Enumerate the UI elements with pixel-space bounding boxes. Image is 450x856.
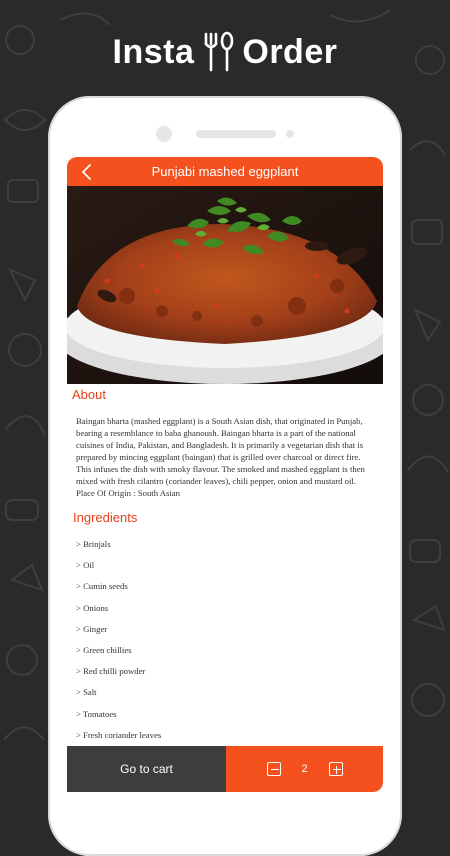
about-description: Baingan bharta (mashed eggplant) is a South Asian dish, that originated in Punjab, bearing a resemblance to baba ghanoush. Baingan bharta is a part of the national cuisines of India, Pakistan, and Bangladesh. It is primarily a vegetarian dish that is prepared by mincing eggplant (baingan) that is grilled over charcoal or direct fire. This infuses the dish with smoky flavour. The smoked and mashed eggplant is then mixed with fresh cilantro (coriander leaves), chili pepper, onion and mustard oil. Place Of Origin : South Asian	[76, 416, 365, 498]
brand-name-left: Insta	[112, 32, 195, 71]
quantity-value: 2	[301, 763, 308, 775]
phone-sensor	[286, 130, 294, 138]
page-title: Punjabi mashed eggplant	[151, 164, 299, 179]
minus-icon	[271, 769, 279, 770]
ingredient-item: > Cumin seeds	[76, 581, 128, 592]
ingredient-item: > Red chilli powder	[76, 666, 146, 677]
chevron-left-icon[interactable]	[77, 162, 97, 182]
cart-bar	[67, 746, 383, 792]
dish-photo	[67, 186, 383, 384]
quantity-stepper	[226, 746, 383, 792]
ingredient-item: > Onions	[76, 602, 109, 613]
about-heading: About	[72, 387, 106, 402]
increase-quantity-button[interactable]	[329, 762, 343, 776]
phone-speaker	[196, 130, 276, 138]
brand-name-right: Order	[242, 32, 338, 71]
ingredient-item: > Brinjals	[76, 539, 111, 549]
ingredient-item: > Oil	[76, 560, 95, 571]
ingredients-heading: Ingredients	[73, 510, 138, 525]
plus-icon-vertical	[336, 766, 337, 774]
decrease-quantity-button[interactable]	[267, 762, 281, 776]
ingredient-item: > Fresh coriander leaves	[76, 729, 162, 740]
go-to-cart-button[interactable]: Go to cart	[67, 746, 226, 792]
fork-spoon-icon	[198, 30, 238, 74]
ingredient-item: > Salt	[76, 687, 97, 698]
phone-camera	[156, 126, 172, 142]
ingredient-item: > Tomatoes	[76, 708, 117, 719]
brand-logo	[0, 30, 450, 74]
app-screen	[67, 157, 383, 800]
ingredient-item: > Ginger	[76, 623, 108, 634]
ingredients-list	[76, 534, 161, 746]
ingredient-item: > Green chillies	[76, 644, 132, 655]
app-bar	[67, 157, 383, 186]
